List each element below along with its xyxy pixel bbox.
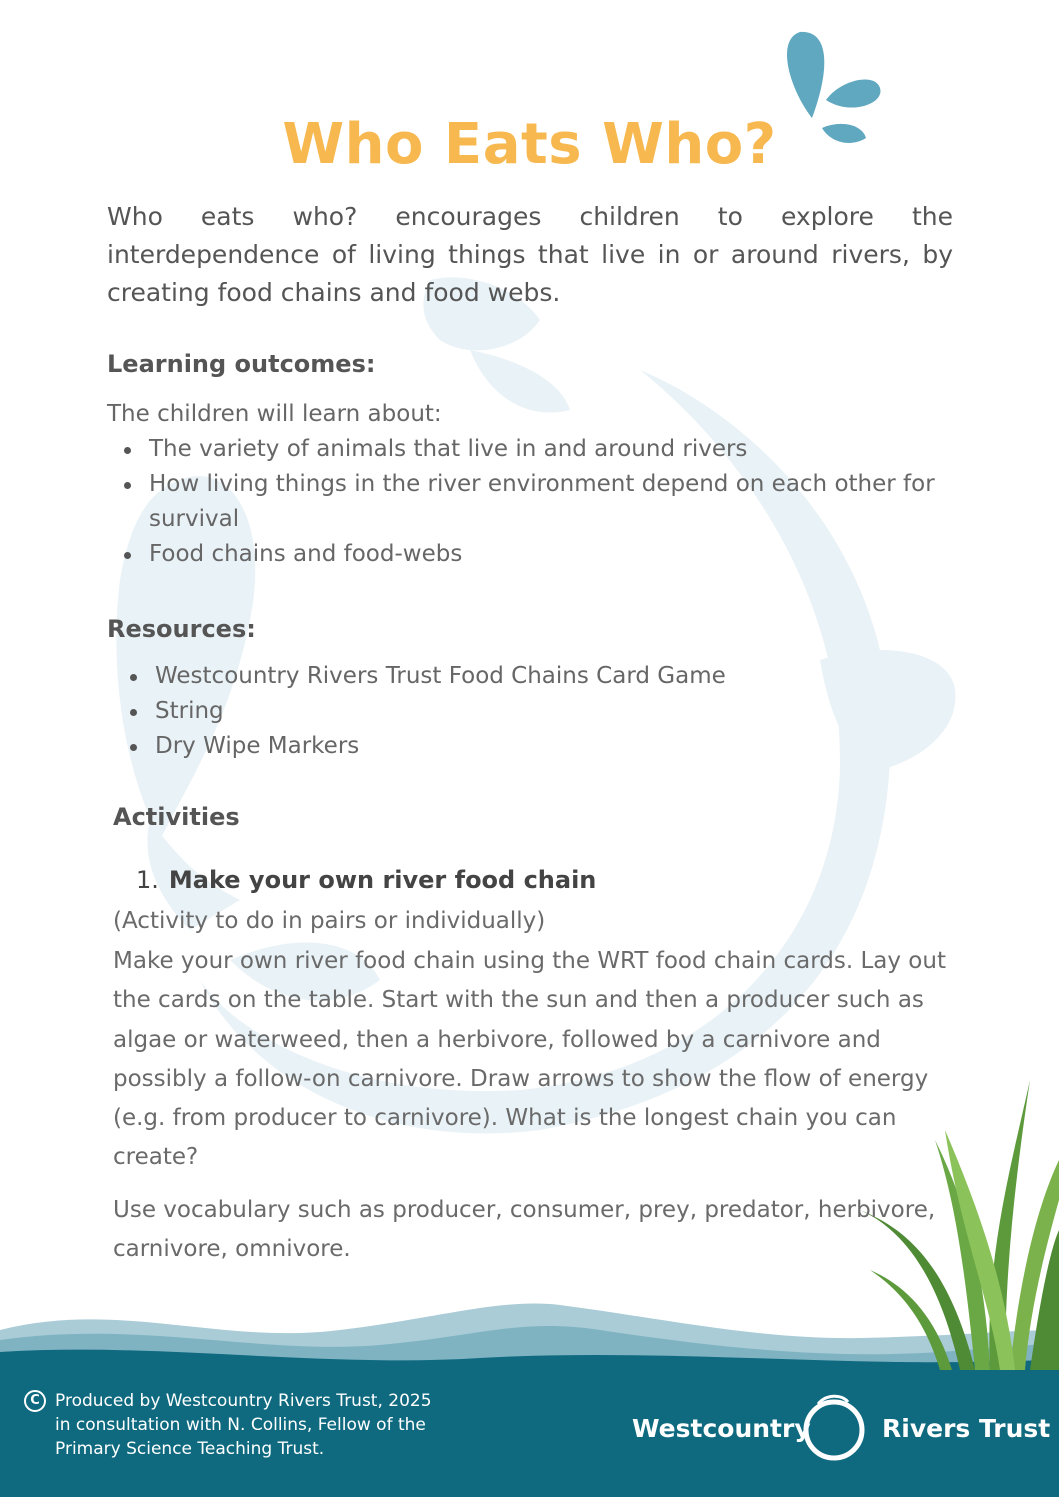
- brand-name-right: Rivers Trust: [882, 1414, 1051, 1443]
- learning-outcomes-list: [107, 432, 957, 572]
- activity-1-body: Make your own river food chain using the WRT food chain cards. Lay out the cards on the table. Start with the sun and then a producer such as algae or waterweed, then a herbivore, followed by a carnivore and possibly a follow-on carnivore. Draw arrows to show the flow of energy (e.g. from producer to carnivore). What is the longest chain you can create?: [113, 948, 946, 1171]
- page-title: Who Eats Who?: [282, 112, 777, 177]
- brand-name-left: Westcountry: [632, 1414, 811, 1443]
- activity-1-vocab: Use vocabulary such as producer, consumer, prey, predator, herbivore, carnivore, omnivore.: [113, 1197, 936, 1263]
- activity-number: 1.: [136, 866, 159, 894]
- learning-outcomes-heading: Learning outcomes:: [107, 350, 376, 378]
- list-item: String: [113, 694, 953, 729]
- list-item: Westcountry Rivers Trust Food Chains Card Game: [113, 659, 953, 694]
- activity-1-title: [136, 866, 596, 894]
- list-item: Food chains and food-webs: [107, 537, 957, 572]
- learning-lead: The children will learn about:: [107, 401, 442, 427]
- list-item: How living things in the river environment depend on each other for survival: [107, 467, 957, 537]
- activities-heading: Activities: [113, 803, 240, 831]
- footer-credit: Produced by Westcountry Rivers Trust, 2025 in consultation with N. Collins, Fellow of the Primary Science Teaching Trust.: [55, 1391, 432, 1459]
- list-item: The variety of animals that live in and around rivers: [107, 432, 957, 467]
- activity-title-text: Make your own river food chain: [168, 866, 597, 894]
- activity-1-subtitle: (Activity to do in pairs or individually): [113, 908, 546, 934]
- resources-list: [113, 659, 953, 764]
- copyright-icon: C: [24, 1390, 46, 1412]
- list-item: Dry Wipe Markers: [113, 729, 953, 764]
- resources-heading: Resources:: [107, 615, 256, 643]
- intro-paragraph: Who eats who? encourages children to explore the interdependence of living things that live in or around rivers, by creating food chains and food webs.: [107, 202, 953, 307]
